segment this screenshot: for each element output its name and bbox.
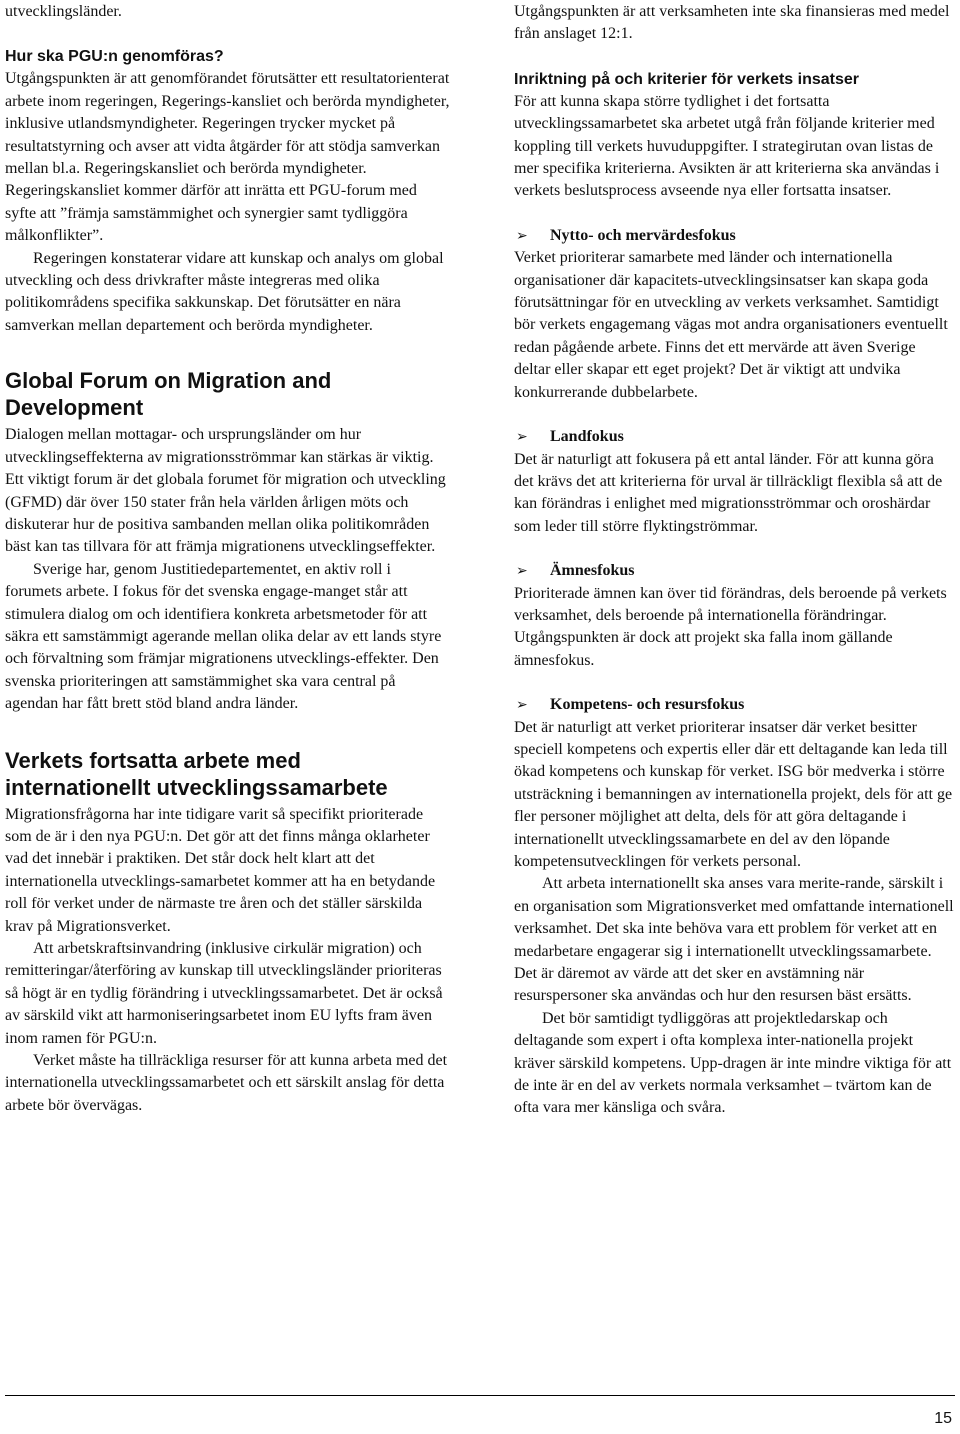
paragraph: Dialogen mellan mottagar- och ursprungsländer om hur utvecklingseffekterna av migrationsströmmar kan stärkas är viktig. Ett viktigt forum är det globala forumet för migration och utveckling (GFMD) där över 150 stater från hela världen årligen möts och diskuterar hur de positiva sambanden mellan olika politikområden bäst kan tas tillvara för att främja migrationens utvecklingseffekter. <box>5 426 446 556</box>
paragraph: Verket prioriterar samarbete med länder och internationella organisationer där kapacitets-utvecklingsinsatser kan skapa goda förutsättningar för en utveckling av verkets verksamhet. Samtidigt bör verkets engagemang vägas mot andra organisationers eventuellt redan pågående arbete. Finns det ett mervärde att även Sverige deltar eller skapar ett eget projekt? Det är viktigt att undvika konkurrerande dubbelarbete. <box>514 249 948 401</box>
left-column <box>5 0 450 1117</box>
paragraph: Att arbeta internationellt ska anses vara merite-rande, särskilt i en organisation som Migrationsverket med omfattande internationell verksamhet. Det ska inte behöva vara ett problem för verket att en medarbetare engagerar sig i internationellt utvecklingssamarbete. Det är däremot av värde att det sker en avstämning när resurspersoner ska användas och hur den resursen bäst ersätts. <box>514 875 954 1005</box>
footer-divider <box>5 1395 955 1396</box>
heading-text: Kompetens- och resursfokus <box>550 696 745 714</box>
paragraph: Regeringen konstaterar vidare att kunskap och analys om global utveckling och dess drivkrafter måste integreras med olika politikområdens specifika sakkunskap. Det förutsätter en nära samverkan mellan departement och berörda myndigheter. <box>5 249 444 334</box>
paragraph: Det bör samtidigt tydliggöras att projektledarskap och deltagande som expert i ofta komplexa inter-nationella projekt kräver särskild kompetens. Upp-dragen är inte mindre viktiga för att de inte är en del av verkets normala verksamhet – tvärtom kan de ofta vara mer känsliga och svåra. <box>514 1009 952 1117</box>
heading-text: Ämnesfokus <box>550 562 635 580</box>
paragraph: Verket måste ha tillräckliga resurser för att kunna arbeta med det internationella utvecklingssamarbetet och ett särskilt anslag för detta arbete bör övervägas. <box>5 1052 448 1114</box>
paragraph: Utgångspunkten är att genomförandet förutsätter ett resultatorienterat arbete inom regeringen, Regerings-kansliet och berörda myndigheter, inklusive utlandsmyndigheter. Regeringen trycker mycket på resultatstyrning och avser att vidta åtgärder för att stödja samverkan mellan bl.a. Regeringskansliet och berörda myndigheter. Regeringskansliet kommer därför att inrätta ett PGU-forum med syfte att ”främja samstämmighet och synergier samt tydliggöra målkonflikter”. <box>5 70 450 245</box>
heading-kompetens <box>514 694 956 716</box>
heading-land <box>514 426 956 448</box>
arrow-bullet-icon: ➢ <box>516 697 528 714</box>
paragraph: Att arbetskraftsinvandring (inklusive cirkulär migration) och remitteringar/återföring av kunskap till utvecklingsländer prioriteras så högt är en tydlig förändring i utvecklingssamarbetet. Det är också av särskild vikt att harmoniseringsarbetet inom EU lyfts fram även inom ramen för PGU:n. <box>5 940 443 1047</box>
heading-verkets: Verkets fortsatta arbete med internationellt utvecklingssamarbete <box>5 747 388 800</box>
paragraph: Det är naturligt att fokusera på ett antal länder. För att kunna göra det krävs det att kriterierna för urval är tillräckligt flexibla så att de kan förändras i enlighet med migrationsströmmar och oroshärdar som leder till större flyktingströmmar. <box>514 450 943 535</box>
right-column <box>514 0 956 1120</box>
arrow-bullet-icon: ➢ <box>516 429 528 446</box>
heading-nytto <box>514 225 956 247</box>
heading-text: Nytto- och mervärdesfokus <box>550 226 736 244</box>
paragraph: Sverige har, genom Justitiedepartementet, en aktiv roll i forumets arbete. I fokus för det svenska engage-manget står att stimulera dialog om och identifiera konkreta arbetsmetoder för att säkra ett samstämmigt agerande mellan olika delar av ett lands styre och förvaltning som främjar migrationens utvecklings-effekter. Den svenska prioriteringen att samstämmighet ska vara central på agendan har fått brett stöd bland andra länder. <box>5 560 442 713</box>
heading-gfmd: Global Forum on Migration and Development <box>5 368 332 421</box>
heading-amne <box>514 560 956 582</box>
page-number: 15 <box>934 1410 952 1427</box>
arrow-bullet-icon: ➢ <box>516 563 528 580</box>
paragraph: Prioriterade ämnen kan över tid förändras, dels beroende på verkets verksamhet, dels beroende på internationella förändringar. Utgångspunkten är dock att projekt ska falla inom gällande ämnesfokus. <box>514 584 947 669</box>
heading-text: Landfokus <box>550 428 624 446</box>
paragraph: Det är naturligt att verket prioriterar insatser där verket besitter speciell kompetens och expertis eller där ett deltagande kan leda till ökad kompetens och kunskap för verket. ISG bör medverka i större utsträckning i bemanningen av internationella projekt, dels för att ge fler personer möjlighet att delta, dels för att göra deltagande i internationellt utvecklingssamarbete en del av den löpande kompetensutvecklingen för verkets personal. <box>514 718 953 870</box>
arrow-bullet-icon: ➢ <box>516 227 528 244</box>
paragraph: Migrationsfrågorna har inte tidigare varit så specifikt prioriterade som de är i den nya PGU:n. Det gör att det finns många oklarheter vad det innebär i praktiken. Det står dock helt klart att det internationella utvecklings-samarbetet kommer att ha en betydande roll för verket under de närmaste tre åren och det ställer särskilda krav på Migrationsverket. <box>5 805 436 935</box>
paragraph: Utgångspunkten är att verksamheten inte ska finansieras med medel från anslaget 12:1. <box>514 3 950 43</box>
heading-inriktning: Inriktning på och kriterier för verkets insatser <box>514 70 860 88</box>
paragraph: För att kunna skapa större tydlighet i det fortsatta utvecklingssamarbetet ska arbetet utgå från följande kriterier med koppling till verkets huvuduppgifter. I strategirutan ovan listas de mer specifika kriterierna. Avsikten är att kriterierna ska användas i verkets beslutsprocess avseende nya eller fortsatta insatser. <box>514 92 940 200</box>
heading-genomforas: Hur ska PGU:n genomföras? <box>5 48 224 66</box>
fragment-top: utvecklingsländer. <box>5 3 122 20</box>
